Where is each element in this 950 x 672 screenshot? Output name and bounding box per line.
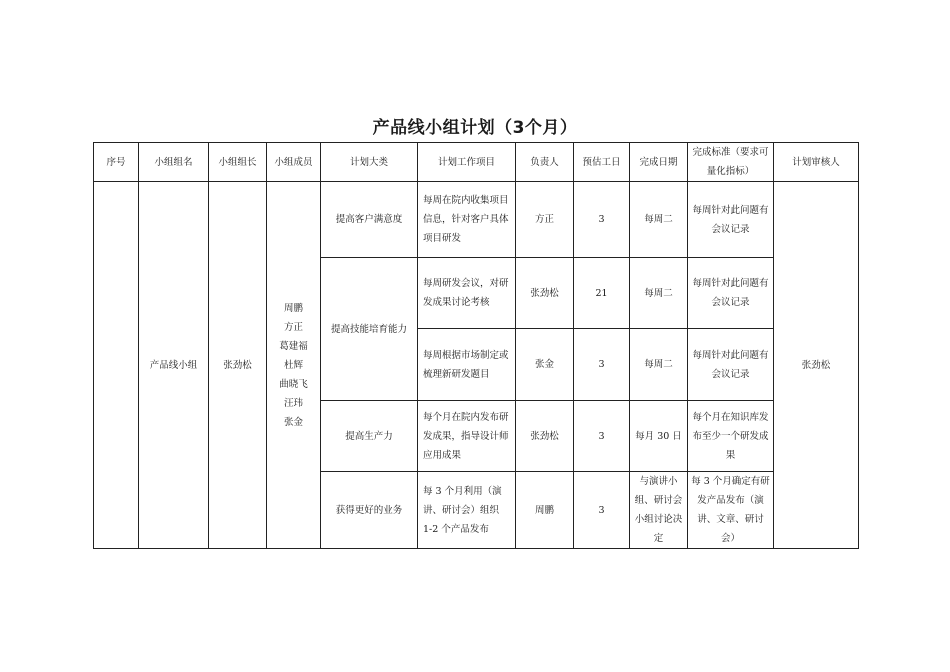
header-standard: 完成标准（要求可量化指标）	[688, 143, 774, 182]
table-row	[94, 182, 859, 258]
cell-est-days: 21	[574, 258, 630, 329]
cell-category: 提高客户满意度	[321, 182, 418, 258]
cell-standard: 每个月在知识库发布至少一个研发成果	[688, 401, 774, 472]
header-finish-date: 完成日期	[630, 143, 688, 182]
header-est-days: 预估工日	[574, 143, 630, 182]
plan-table	[93, 142, 859, 549]
cell-category: 提高技能培育能力	[321, 258, 418, 401]
cell-group-members: 周鹏 方正 葛建福 杜辉 曲晓飞 汪玮 张金	[267, 182, 321, 549]
header-seq: 序号	[94, 143, 139, 182]
cell-category: 获得更好的业务	[321, 472, 418, 549]
cell-group-name: 产品线小组	[139, 182, 209, 549]
header-group-leader: 小组组长	[209, 143, 267, 182]
header-row	[94, 143, 859, 182]
cell-est-days: 3	[574, 329, 630, 401]
header-work-item: 计划工作项目	[418, 143, 516, 182]
cell-est-days: 3	[574, 472, 630, 549]
cell-reviewer: 张劲松	[774, 182, 859, 549]
cell-owner: 张金	[516, 329, 574, 401]
cell-owner: 周鹏	[516, 472, 574, 549]
cell-owner: 张劲松	[516, 258, 574, 329]
cell-category: 提高生产力	[321, 401, 418, 472]
cell-standard: 每周针对此问题有会议记录	[688, 182, 774, 258]
cell-standard: 每周针对此问题有会议记录	[688, 329, 774, 401]
cell-work-item: 每周研发会议，对研发成果讨论考核	[418, 258, 516, 329]
cell-finish-date: 与演讲小组、研讨会小组讨论决定	[630, 472, 688, 549]
cell-owner: 张劲松	[516, 401, 574, 472]
header-group-name: 小组组名	[139, 143, 209, 182]
cell-group-leader: 张劲松	[209, 182, 267, 549]
cell-finish-date: 每周二	[630, 329, 688, 401]
cell-work-item: 每个月在院内发布研发成果，指导设计师应用成果	[418, 401, 516, 472]
cell-est-days: 3	[574, 401, 630, 472]
header-group-members: 小组成员	[267, 143, 321, 182]
cell-standard: 每 3 个月确定有研发产品发布（演讲、文章、研讨会）	[688, 472, 774, 549]
header-category: 计划大类	[321, 143, 418, 182]
cell-finish-date: 每周二	[630, 258, 688, 329]
cell-seq	[94, 182, 139, 549]
cell-work-item: 每 3 个月利用（演讲、研讨会）组织 1-2 个产品发布	[418, 472, 516, 549]
cell-finish-date: 每周二	[630, 182, 688, 258]
cell-work-item: 每周根据市场制定或梳理新研发题目	[418, 329, 516, 401]
page-title: 产品线小组计划（3个月）	[372, 118, 578, 138]
header-owner: 负责人	[516, 143, 574, 182]
cell-standard: 每周针对此问题有会议记录	[688, 258, 774, 329]
cell-finish-date: 每月 30 日	[630, 401, 688, 472]
cell-owner: 方正	[516, 182, 574, 258]
cell-work-item: 每周在院内收集项目信息，针对客户具体项目研发	[418, 182, 516, 258]
header-reviewer: 计划审核人	[774, 143, 859, 182]
cell-est-days: 3	[574, 182, 630, 258]
